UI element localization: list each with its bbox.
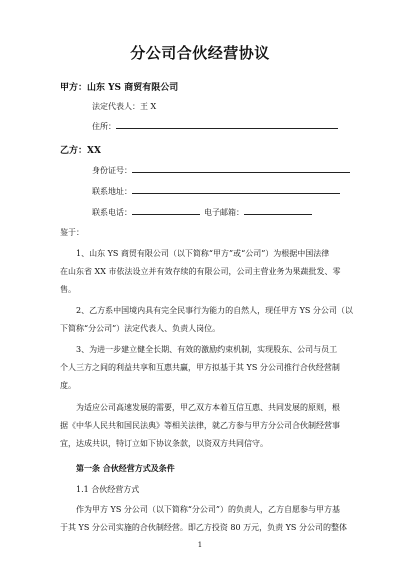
purpose-line: 为适应公司高速发展的需要，甲乙双方本着互信互惠、共同发展的原则，根 [76, 403, 340, 412]
recital-1-line: 在山东省 XX 市依法设立并有效存续的有限公司，公司主营业务为果蔬批发、零 [60, 267, 341, 276]
recital-1-line: 售。 [60, 285, 76, 294]
recital-2-line: 2、乙方系中国境内具有完全民事行为能力的自然人，现任甲方 YS 分公司（以 [76, 306, 353, 315]
contact-address-row [92, 185, 340, 197]
recital-3 [60, 341, 350, 395]
address-blank [116, 120, 338, 129]
article-1-heading: 第一条 合伙经营方式及条件 [76, 463, 175, 473]
party-a-heading: 甲方：山东 YS 商贸有限公司 [60, 83, 179, 93]
section-1-1-paragraph [60, 501, 350, 537]
contact-row [92, 206, 312, 218]
party-b-heading: 乙方：XX [60, 146, 101, 156]
page-number: 1 [197, 541, 203, 549]
email-blank [244, 206, 312, 215]
purpose-paragraph [60, 399, 350, 453]
section-1-1-heading: 1.1 合伙经营方式 [76, 485, 140, 494]
recital-2-line: 下简称“分公司”）法定代表人、负责人岗位。 [60, 324, 221, 333]
recital-3-line: 3、为进一步建立健全长期、有效的激励约束机制，实现股东、公司与员工 [76, 345, 338, 354]
recital-2 [60, 302, 353, 338]
phone-blank [132, 206, 200, 215]
recitals-heading: 鉴于： [60, 228, 84, 237]
phone-label: 联系电话： [92, 208, 132, 217]
purpose-line: 宜，达成共识，特订立如下协议条款，以资双方共同信守。 [60, 439, 268, 448]
purpose-line: 据《中华人民共和国民法典》等相关法律，就乙方参与甲方分公司合伙制经营事 [60, 421, 340, 430]
address-row [92, 120, 338, 132]
recital-1-line: 1、山东 YS 商贸有限公司（以下简称“甲方”或“公司”）为根据中国法律 [76, 249, 330, 258]
contact-address-label: 联系地址： [92, 187, 132, 196]
section-1-1-line: 作为甲方 YS 分公司（以下简称“分公司”）的负责人，乙方自愿参与甲方基 [76, 505, 341, 514]
id-number-row [92, 164, 350, 176]
id-number-label: 身份证号： [92, 166, 132, 175]
contact-address-blank [132, 185, 340, 194]
document-title: 分公司合伙经营协议 [130, 44, 270, 62]
address-label: 住所： [92, 122, 116, 131]
recital-3-line: 个人三方之间的利益共享和互惠共赢，甲方拟基于其 YS 分公司推行合伙经营制 [60, 363, 340, 372]
recital-3-line: 度。 [60, 381, 76, 390]
email-label: 电子邮箱： [204, 208, 244, 217]
recital-1 [60, 245, 350, 299]
legal-representative: 法定代表人：王 X [92, 102, 157, 111]
section-1-1-line: 于其 YS 分公司实施的合伙制经营。即乙方投资 80 万元，负责 YS 分公司的整体 [60, 523, 347, 532]
id-number-blank [132, 164, 350, 173]
